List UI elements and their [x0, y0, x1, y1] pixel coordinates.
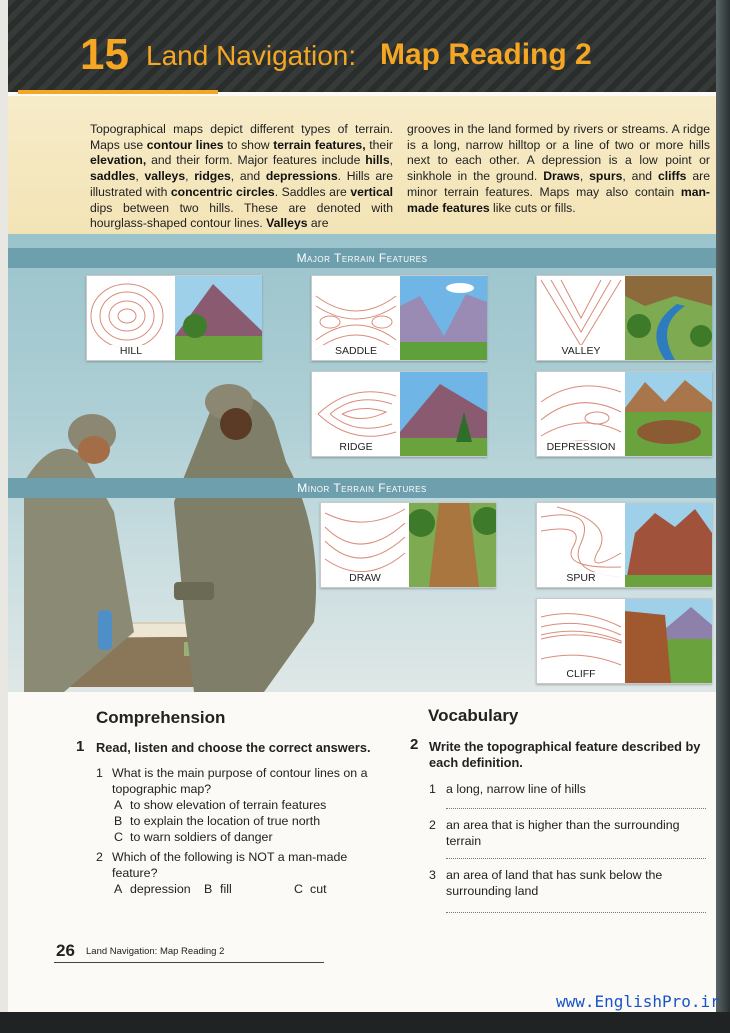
intro-col2-run: man-made features	[407, 184, 710, 215]
intro-col2-run: , and	[622, 169, 658, 184]
intro-col1-run: concentric circles	[170, 184, 275, 199]
intro-col1-run: to show	[223, 137, 274, 152]
saddle-label: SADDLE	[316, 345, 396, 357]
depression-picture	[625, 372, 712, 456]
intro-col1-run: . Saddles are	[274, 184, 351, 199]
option-letter: A	[114, 798, 123, 812]
option-letter: C	[294, 882, 303, 896]
intro-col1-run: saddles	[90, 169, 136, 184]
unit-title-light: Land Navigation:	[146, 40, 357, 71]
page-binding-edge	[716, 0, 730, 1033]
ridge-picture	[400, 372, 487, 456]
textbook-page	[8, 0, 716, 1012]
vocab-answer-line[interactable]	[446, 808, 706, 809]
minor-terrain-heading: Minor Terrain Features	[8, 478, 716, 498]
scan-bottom-edge	[0, 1012, 730, 1033]
intro-col1-run: ,	[135, 169, 145, 184]
intro-col1-run: ridges	[194, 169, 231, 184]
option-letter: A	[114, 882, 123, 896]
intro-reading	[8, 96, 716, 234]
ridge-label: RIDGE	[316, 441, 396, 453]
vocabulary-title: Vocabulary	[428, 706, 519, 725]
intro-col1-run: Valleys	[266, 216, 308, 231]
intro-column-right	[407, 122, 710, 216]
vocabulary-task: Write the topographical feature described by each definition.	[429, 739, 701, 770]
intro-col1-run: . Hills are illustrated with	[90, 169, 393, 199]
draw-picture	[409, 503, 496, 587]
intro-col1-run: valleys	[144, 169, 186, 184]
unit-title-bold: Map Reading 2	[380, 38, 592, 71]
header-accent-rule	[18, 90, 218, 94]
feature-card-hill	[86, 275, 262, 361]
hill-picture	[175, 276, 262, 360]
option-text: fill	[220, 882, 232, 896]
intro-col1-run: ,	[185, 169, 195, 184]
footer-title: Land Navigation: Map Reading 2	[86, 946, 225, 957]
option-letter: B	[114, 814, 123, 828]
question-1-number: 1	[96, 766, 103, 780]
major-terrain-heading: Major Terrain Features	[8, 248, 716, 268]
depression-label: DEPRESSION	[541, 441, 621, 453]
spur-label: SPUR	[541, 572, 621, 584]
intro-col2-run: cliffs	[657, 169, 687, 184]
feature-card-valley	[536, 275, 712, 361]
intro-col2-run: grooves in the land formed by rivers or streams. A ridge is a long, narrow hilltop or a line of two or more hills next to each other. A depression is a low point or sinkhole in the ground.	[407, 122, 710, 184]
intro-col1-run: elevation,	[90, 153, 147, 168]
question-2-number: 2	[96, 850, 103, 864]
intro-col1-run: terrain features,	[273, 137, 366, 152]
option-text: to show elevation of terrain features	[130, 798, 327, 812]
vocab-item-number: 1	[429, 782, 436, 796]
vocab-item-definition: an area that is higher than the surrounding terrain	[446, 818, 680, 848]
intro-col1-run: their	[365, 137, 393, 152]
hill-label: HILL	[91, 345, 171, 357]
intro-column-left	[90, 122, 393, 232]
saddle-picture	[400, 276, 487, 360]
cliff-picture	[625, 599, 712, 683]
intro-col1-run: , and	[230, 169, 266, 184]
intro-col1-run: ,	[389, 153, 393, 168]
intro-col1-run: contour lines	[146, 137, 224, 152]
valley-picture	[625, 276, 712, 360]
option-letter: B	[204, 882, 213, 896]
intro-col1-run: and their form. Major features include	[146, 153, 366, 168]
vocabulary-task-number: 2	[410, 736, 419, 753]
intro-col2-run: like cuts or fills.	[489, 200, 576, 215]
intro-col1-run: hills	[365, 153, 390, 168]
cliff-label: CLIFF	[541, 668, 621, 680]
draw-label: DRAW	[325, 572, 405, 584]
unit-number: 15	[80, 30, 129, 79]
vocab-answer-line[interactable]	[446, 912, 706, 913]
option-text: to warn soldiers of danger	[130, 830, 273, 844]
valley-label: VALLEY	[541, 345, 621, 357]
comprehension-title: Comprehension	[96, 708, 226, 727]
vocab-item-definition: an area of land that has sunk below the surrounding land	[446, 868, 663, 898]
intro-col2-run: Draws	[543, 169, 580, 184]
option-text: depression	[130, 882, 191, 896]
vocab-answer-line[interactable]	[446, 858, 706, 859]
feature-card-ridge	[311, 371, 487, 457]
intro-col1-run: Topographical maps depict different types of terrain. Maps use	[90, 122, 393, 152]
question-2-text: Which of the following is NOT a man-made feature?	[112, 850, 348, 880]
spur-picture	[625, 503, 712, 587]
soldiers-illustration	[24, 372, 324, 692]
feature-card-depression	[536, 371, 712, 457]
footer-rule	[54, 962, 324, 963]
feature-card-cliff	[536, 598, 712, 684]
option-text: to explain the location of true north	[130, 814, 321, 828]
intro-col2-run: ,	[579, 169, 590, 184]
watermark-url: www.EnglishPro.ir	[556, 992, 720, 1011]
vocab-item-number: 2	[429, 818, 436, 832]
feature-card-draw	[320, 502, 496, 588]
feature-card-saddle	[311, 275, 487, 361]
option-text: cut	[310, 882, 327, 896]
comprehension-task: Read, listen and choose the correct answers.	[96, 740, 371, 755]
intro-col2-run: are minor terrain features. Maps may also contain	[407, 169, 710, 199]
intro-col1-run: vertical	[350, 184, 393, 199]
vocab-item-definition: a long, narrow line of hills	[446, 782, 586, 796]
comprehension-task-number: 1	[76, 738, 85, 755]
intro-col1-run: depressions	[265, 169, 338, 184]
option-letter: C	[114, 830, 123, 844]
intro-col1-run: dips between two hills. These are denoted with hourglass-shaped contour lines.	[90, 200, 393, 231]
page-number: 26	[56, 941, 75, 960]
intro-col2-run: spurs	[589, 169, 623, 184]
vocab-item-number: 3	[429, 868, 436, 882]
question-1-text: What is the main purpose of contour lines on a topographic map?	[112, 766, 368, 796]
intro-col1-run: are	[307, 216, 329, 231]
feature-card-spur	[536, 502, 712, 588]
unit-header	[8, 0, 716, 92]
